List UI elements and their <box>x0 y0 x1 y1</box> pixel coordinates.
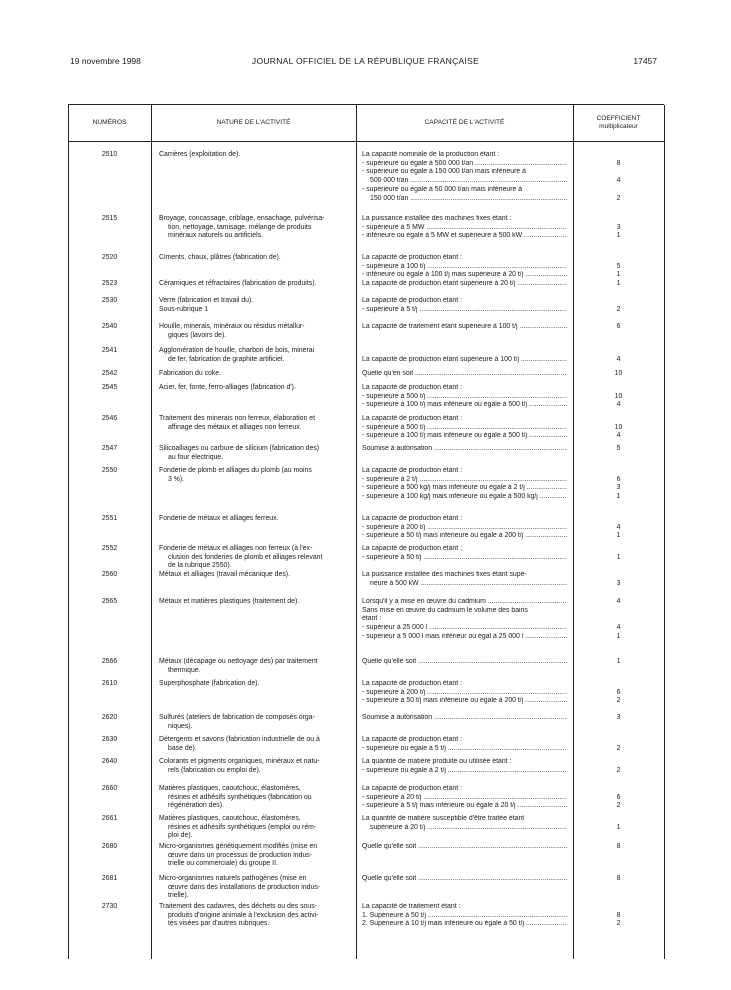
coefficient-value: 4 <box>616 523 621 531</box>
multiplier-coefficient <box>573 467 664 502</box>
capacity-line: La quantité de matière produite ou utilisée étant : <box>362 758 512 765</box>
capacity-line: La capacité de traitement étant : <box>362 903 461 910</box>
nature-line: Carrières (exploitation de). <box>159 151 241 158</box>
coefficient-value <box>573 903 664 912</box>
rubrique-number: 2640 <box>101 758 118 765</box>
nature-line: œuvre dans des installations de production indus- <box>168 883 321 891</box>
nature-line: giques (lavoirs de). <box>168 331 227 339</box>
capacity-line: - supérieure à 100 t/j mais inférieure ou égale à 500 t/j ..... <box>362 401 567 410</box>
nature-line: tion, nettoyage, tamisage, mélange de produits <box>168 223 312 231</box>
rubrique-number: 2520 <box>101 254 118 261</box>
capacity-line: - supérieure à 2 t/j ..... <box>362 476 567 485</box>
nature-line: affinage des métaux et alliages non ferreux. <box>168 423 302 431</box>
coefficient-value: 2 <box>616 766 621 774</box>
capacity-line: - supérieure ou égale à 50 000 t/an mais inférieure à <box>362 185 523 193</box>
activity-capacity <box>362 415 567 441</box>
coefficient-value <box>573 736 664 745</box>
coefficient-value: 8 <box>616 875 621 882</box>
activity-capacity <box>362 297 567 314</box>
rubrique-number: 2550 <box>101 467 118 474</box>
coefficient-value <box>573 815 664 824</box>
nature-line: rels (fabrication ou emploi de). <box>168 766 261 774</box>
nature-line: Silicoalliages ou carbure de silicium (fabrication des) <box>159 445 320 452</box>
coefficient-value: 3 <box>616 223 621 231</box>
activity-nature <box>159 875 346 901</box>
coefficient-value: 3 <box>616 484 621 492</box>
activity-nature <box>159 347 346 364</box>
multiplier-coefficient <box>573 758 664 775</box>
multiplier-coefficient <box>573 254 664 280</box>
rubrique-number: 2552 <box>101 545 118 552</box>
activity-nature <box>159 297 346 314</box>
activity-capacity <box>362 903 567 929</box>
activity-capacity <box>362 875 567 884</box>
activity-nature <box>159 254 346 263</box>
activity-capacity <box>362 680 567 706</box>
activity-capacity <box>362 347 567 364</box>
coefficient-value: 4 <box>616 355 621 363</box>
coefficient-value <box>573 467 664 476</box>
coefficient-value: 6 <box>616 475 621 483</box>
coefficient-value: 5 <box>616 262 621 270</box>
table-header <box>68 105 664 142</box>
capacity-line: - supérieure à 500 t/j ..... <box>362 424 567 433</box>
coefficient-value <box>573 615 664 624</box>
coefficient-value: 1 <box>616 280 621 287</box>
capacity-line: La capacité de production étant : <box>362 415 462 422</box>
capacity-line: Quelle qu'elle soit ..... <box>362 658 567 667</box>
activity-nature <box>159 571 346 580</box>
nature-line: ploi de). <box>168 832 193 840</box>
nature-line: Agglomération de houille, charbon de bois, minerai <box>159 347 315 354</box>
activity-nature <box>159 215 346 241</box>
nature-line: minéraux naturels ou artificiels. <box>168 232 263 240</box>
nature-line: Céramiques et réfractaires (fabrication de produits). <box>159 280 317 287</box>
capacity-line: La puissance installée des machines fixes étant supé- <box>362 571 527 578</box>
multiplier-coefficient <box>573 415 664 441</box>
nature-line: thermique. <box>168 666 201 674</box>
activity-nature <box>159 515 346 524</box>
coefficient-value <box>573 515 664 524</box>
multiplier-coefficient <box>573 598 664 642</box>
multiplier-coefficient <box>573 347 664 364</box>
activity-nature <box>159 545 346 571</box>
capacity-line: - supérieure à 200 t/j ..... <box>362 524 567 533</box>
activity-capacity <box>362 758 567 775</box>
capacity-line: - supérieure à 500 kg/j mais inférieure ou égale à 2 t/j ..... <box>362 484 567 493</box>
rubrique-number: 2547 <box>101 445 118 452</box>
multiplier-coefficient <box>573 384 664 410</box>
coefficient-value: 8 <box>616 843 621 850</box>
nature-line: Ciments, chaux, plâtres (fabrication de). <box>159 254 281 261</box>
activity-nature <box>159 903 346 929</box>
multiplier-coefficient <box>573 280 664 289</box>
coefficient-value <box>573 545 664 554</box>
coefficient-value: 2 <box>616 744 621 752</box>
capacity-line: Soumise à autorisation ..... <box>362 714 567 723</box>
coefficient-value <box>573 254 664 263</box>
coefficient-value <box>573 785 664 794</box>
multiplier-coefficient <box>573 785 664 811</box>
coefficient-value: 1 <box>616 232 621 240</box>
multiplier-coefficient <box>573 714 664 723</box>
coefficient-value: 3 <box>616 579 621 587</box>
activity-capacity <box>362 545 567 562</box>
multiplier-coefficient <box>573 515 664 541</box>
capacity-line: - supérieure ou égale à 2 t/j ..... <box>362 767 567 776</box>
nature-line: base de). <box>168 744 197 752</box>
nature-line: Fabrication du coke. <box>159 370 222 377</box>
rubrique-number: 2630 <box>101 736 118 743</box>
nature-line: Matières plastiques, caoutchouc, élastomères, <box>159 815 301 822</box>
activity-nature <box>159 785 346 811</box>
multiplier-coefficient <box>573 215 664 241</box>
capacity-line: - supérieur à 25 000 l ..... <box>362 624 567 633</box>
nature-line: résines et adhésifs synthétiques (emploi ou rém- <box>168 823 317 831</box>
nature-line: régénération des). <box>168 802 224 810</box>
rubrique-number: 2566 <box>101 658 118 665</box>
activity-nature <box>159 758 346 775</box>
capacity-line: Sans mise en œuvre du cadmium le volume des bains <box>362 606 528 614</box>
capacity-line: - supérieure ou égale à 500 000 t/an ..... <box>362 160 567 169</box>
capacity-line: - supérieure ou égale à 5 t/j ..... <box>362 745 567 754</box>
nature-line: Traitement des minerais non ferreux, élaboration et <box>159 415 316 422</box>
rubrique-number: 2681 <box>101 875 118 882</box>
capacity-line: La capacité de production étant : <box>362 384 462 391</box>
col-header-coefficient: COEFFICIENT multiplicateur <box>596 115 641 130</box>
multiplier-coefficient <box>573 571 664 588</box>
nature-line: Détergents et savons (fabrication industrielle de ou à <box>159 736 320 743</box>
capacity-line: supérieure à 20 t/j ..... <box>362 824 567 833</box>
nature-line: trielle). <box>168 892 189 900</box>
activity-capacity <box>362 658 567 667</box>
coefficient-value: 4 <box>616 432 621 440</box>
capacity-line: étant : <box>362 615 382 623</box>
capacity-line: - supérieure à 100 kg/j mais inférieure ou égale à 500 kg/j ..... <box>362 493 567 502</box>
coefficient-value: 1 <box>616 632 621 640</box>
capacity-line: La capacité de production étant : <box>362 785 462 792</box>
capacity-line: Soumise à autorisation ..... <box>362 445 567 454</box>
multiplier-coefficient <box>573 680 664 706</box>
activity-capacity <box>362 254 567 280</box>
col-header-capacite: CAPACITÉ DE L'ACTIVITÉ <box>424 119 505 126</box>
coefficient-value: 1 <box>616 658 621 665</box>
rubrique-number: 2661 <box>101 815 118 822</box>
rubrique-number: 2545 <box>101 384 118 391</box>
capacity-line: - supérieure à 50 t/j mais inférieure ou égale à 200 t/j ..... <box>362 532 567 541</box>
nature-line: Fonderie de plomb et alliages du plomb (au moins <box>159 467 312 474</box>
capacity-line: - supérieure à 50 t/j mais inférieure ou égale à 200 t/j ..... <box>362 697 567 706</box>
activity-capacity <box>362 598 567 642</box>
activity-capacity <box>362 843 567 852</box>
multiplier-coefficient <box>573 815 664 832</box>
activity-capacity <box>362 370 567 379</box>
coefficient-value: 4 <box>616 177 621 185</box>
activity-capacity <box>362 467 567 502</box>
activity-capacity <box>362 323 567 332</box>
nature-line: Superphosphate (fabrication de). <box>159 680 260 687</box>
coefficient-value <box>573 571 664 580</box>
coefficient-value <box>573 297 664 306</box>
capacity-line: La capacité de production étant : <box>362 297 462 304</box>
nature-line: œuvre dans un processus de production indus- <box>168 851 313 859</box>
capacity-line: Lorsqu'il y a mise en œuvre du cadmium ..... <box>362 598 567 607</box>
rubrique-number: 2551 <box>101 515 118 522</box>
multiplier-coefficient <box>573 875 664 884</box>
activity-nature <box>159 280 346 289</box>
activity-nature <box>159 370 346 379</box>
nature-line: au four électrique. <box>168 453 224 461</box>
multiplier-coefficient <box>573 658 664 667</box>
capacity-line: - supérieure à 100 t/j ..... <box>362 263 567 272</box>
capacity-line: La capacité de production étant : <box>362 680 462 687</box>
coefficient-value: 5 <box>616 445 621 452</box>
activity-capacity <box>362 445 567 454</box>
rubrique-number: 2546 <box>101 415 118 422</box>
nature-line: Traitement des cadavres, des déchets ou des sous- <box>159 903 317 910</box>
nature-line: clusion des fonderies de plomb et alliages relevant <box>168 553 323 561</box>
rubrique-number: 2510 <box>101 151 118 158</box>
activity-table <box>68 104 664 959</box>
multiplier-coefficient <box>573 151 664 203</box>
capacity-line: - inférieure ou égale à 100 t/j mais supérieure à 20 t/j ..... <box>362 271 567 280</box>
rubrique-number: 2530 <box>101 297 118 304</box>
coefficient-value: 6 <box>616 323 621 330</box>
capacity-line <box>362 347 567 356</box>
page-number: 17457 <box>633 56 657 66</box>
nature-line: tés visées par d'autres rubriques. <box>168 920 270 928</box>
activity-nature <box>159 680 346 689</box>
activity-capacity <box>362 280 567 289</box>
coefficient-value: 10 <box>614 370 623 377</box>
activity-nature <box>159 467 346 484</box>
capacity-line: La capacité de production étant : <box>362 736 462 743</box>
coefficient-value: 4 <box>616 624 621 632</box>
capacity-line: La capacité de production étant : <box>362 254 462 261</box>
rubrique-number: 2523 <box>101 280 118 287</box>
coefficient-value: 1 <box>616 271 621 279</box>
coefficient-value: 2 <box>616 305 621 313</box>
capacity-line: Quelle qu'en soit ..... <box>362 370 567 379</box>
coefficient-value: 3 <box>616 714 621 721</box>
coefficient-value: 1 <box>616 493 621 501</box>
rubrique-number: 2542 <box>101 370 118 377</box>
nature-line: Métaux et alliages (travail mécanique des). <box>159 571 290 578</box>
coefficient-value <box>573 186 664 195</box>
nature-line: Métaux et matières plastiques (traitement de). <box>159 598 300 605</box>
coefficient-value <box>573 680 664 689</box>
nature-line: Houille, minerais, minéraux ou résidus métallur- <box>159 323 305 330</box>
multiplier-coefficient <box>573 323 664 332</box>
activity-capacity <box>362 736 567 753</box>
activity-nature <box>159 445 346 462</box>
capacity-line: La quantité de matière susceptible d'être traitée étant <box>362 815 525 822</box>
capacity-line: - supérieure à 5 t/j mais inférieure ou égale à 20 t/j ..... <box>362 802 567 811</box>
nature-line: de la rubrique 2550). <box>168 562 232 570</box>
capacity-line: 2. Supérieure à 10 t/j mais inférieure ou égale à 50 t/j ..... <box>362 920 567 929</box>
coefficient-value: 2 <box>616 697 621 705</box>
activity-nature <box>159 736 346 753</box>
rubrique-number: 2541 <box>101 347 118 354</box>
activity-capacity <box>362 714 567 723</box>
nature-line: Verre (fabrication et travail du). <box>159 297 254 304</box>
capacity-line: La capacité nominale de la production étant : <box>362 151 500 158</box>
capacity-line: - supérieur à 5 000 l mais inférieur ou égal à 25 000 l ..... <box>362 633 567 642</box>
coefficient-value: 10 <box>614 392 623 400</box>
rubrique-number: 2680 <box>101 843 118 850</box>
capacity-line: - supérieure à 200 t/j ..... <box>362 689 567 698</box>
col-header-nature: NATURE DE L'ACTIVITÉ <box>216 119 291 126</box>
rubrique-number: 2660 <box>101 785 118 792</box>
capacity-line: - supérieure à 20 t/j ..... <box>362 794 567 803</box>
activity-nature <box>159 323 346 340</box>
multiplier-coefficient <box>573 736 664 753</box>
nature-line: Micro-organismes naturels pathogènes (mise en <box>159 875 307 882</box>
nature-line: trielle ou commerciale) du groupe II. <box>168 860 278 868</box>
rubrique-number: 2540 <box>101 323 118 330</box>
nature-line: Micro-organismes génétiquement modifiés (mise en <box>159 843 318 850</box>
activity-capacity <box>362 515 567 541</box>
page-date: 19 novembre 1998 <box>70 56 141 66</box>
coefficient-value: 4 <box>616 401 621 409</box>
nature-line: Sous-rubrique 1 <box>159 305 209 313</box>
coefficient-value: 2 <box>616 802 621 810</box>
nature-line: Acier, fer, fonte, ferro-alliages (fabrication d'). <box>159 384 296 391</box>
multiplier-coefficient <box>573 903 664 929</box>
capacity-line: Quelle qu'elle soit ..... <box>362 843 567 852</box>
nature-line: niques). <box>168 722 193 730</box>
activity-nature <box>159 598 346 607</box>
capacity-line: - supérieure à 50 t/j ..... <box>362 554 567 563</box>
nature-line: Fonderie de métaux et alliages non ferreux (à l'ex- <box>159 545 313 552</box>
coefficient-value: 1 <box>616 553 621 561</box>
multiplier-coefficient <box>573 445 664 454</box>
activity-nature <box>159 151 346 160</box>
activity-nature <box>159 384 346 393</box>
coefficient-value: 6 <box>616 793 621 801</box>
multiplier-coefficient <box>573 370 664 379</box>
capacity-line: La capacité de production étant ; <box>362 545 462 552</box>
coefficient-value <box>573 758 664 767</box>
rubrique-number: 2560 <box>101 571 118 578</box>
nature-line: de fer, fabrication de graphite artificiel. <box>168 355 285 363</box>
activity-capacity <box>362 785 567 811</box>
activity-nature <box>159 658 346 675</box>
rubrique-number: 2610 <box>101 680 118 687</box>
capacity-line: rieure à 500 kW ..... <box>362 580 567 589</box>
activity-capacity <box>362 384 567 410</box>
capacity-line: - supérieure à 100 t/j mais inférieure ou égale à 500 t/j ..... <box>362 432 567 441</box>
capacity-line: - supérieure à 5 MW ..... <box>362 224 567 233</box>
capacity-line: 150 000 t/an ..... <box>362 195 567 204</box>
multiplier-coefficient <box>573 545 664 562</box>
coefficient-value: 1 <box>616 532 621 540</box>
activity-nature <box>159 415 346 432</box>
nature-line: résines et adhésifs synthétiques (fabrication ou <box>168 793 312 801</box>
activity-capacity <box>362 151 567 203</box>
coefficient-value <box>573 347 664 356</box>
nature-line: Métaux (décapage ou nettoyage des) par traitement <box>159 658 318 665</box>
nature-line: Broyage, concassage, criblage, ensachage, pulvérisa- <box>159 215 325 222</box>
coefficient-value <box>573 151 664 160</box>
activity-capacity <box>362 815 567 832</box>
rubrique-number: 2565 <box>101 598 118 605</box>
coefficient-value: 8 <box>616 911 621 919</box>
capacity-line: 500 000 t/an ..... <box>362 177 567 186</box>
capacity-line: - inférieure ou égale à 5 MW et supérieure à 500 kW ..... <box>362 232 567 241</box>
nature-line: 3 %). <box>168 475 185 483</box>
coefficient-value <box>573 607 664 616</box>
col-header-numeros: NUMÉROS <box>92 119 127 126</box>
rubrique-number: 2515 <box>101 215 118 222</box>
coefficient-value: 2 <box>616 920 621 928</box>
rubrique-number: 2620 <box>101 714 118 721</box>
capacity-line: - supérieure à 500 t/j ..... <box>362 393 567 402</box>
capacity-line: La capacité de traitement étant supérieure à 100 t/j ..... <box>362 323 567 332</box>
nature-line: Colorants et pigments organiques, minéraux et natu- <box>159 758 320 765</box>
activity-nature <box>159 815 346 841</box>
coefficient-value <box>573 215 664 224</box>
activity-nature <box>159 843 346 869</box>
journal-title: JOURNAL OFFICIEL DE LA RÉPUBLIQUE FRANÇAISE <box>251 56 480 66</box>
coefficient-value <box>573 384 664 393</box>
coefficient-value <box>573 415 664 424</box>
nature-line: Matières plastiques, caoutchouc, élastomères, <box>159 785 301 792</box>
capacity-line: La capacité de production étant supérieure à 100 t/j ..... <box>362 356 567 365</box>
rubrique-number: 2730 <box>101 903 118 910</box>
capacity-line: Quelle qu'elle soit ..... <box>362 875 567 884</box>
nature-line: Fonderie de métaux et alliages ferreux. <box>159 515 279 522</box>
capacity-line: La capacité de production étant : <box>362 467 462 474</box>
capacity-line: - supérieure à 5 t/j ..... <box>362 306 567 315</box>
coefficient-value <box>573 168 664 177</box>
coefficient-value: 4 <box>616 598 621 605</box>
nature-line: Sulfurés (ateliers de fabrication de composés orga- <box>159 714 315 721</box>
coefficient-value: 1 <box>616 823 621 831</box>
capacity-line: - supérieure ou égale à 150 000 t/an mais inférieure à <box>362 168 526 176</box>
coefficient-value: 8 <box>616 159 621 167</box>
capacity-line: La capacité de production étant : <box>362 515 462 522</box>
coefficient-value: 10 <box>614 423 623 431</box>
capacity-line: 1. Supérieure à 50 t/j ..... <box>362 912 567 921</box>
capacity-line: La capacité de production étant supérieure à 20 t/j ..... <box>362 280 567 289</box>
coefficient-value: 6 <box>616 688 621 696</box>
activity-capacity <box>362 571 567 588</box>
nature-line: produits d'origine animale à l'exclusion des activi- <box>168 911 319 919</box>
coefficient-value: 2 <box>616 194 621 202</box>
capacity-line: La puissance installée des machines fixes étant : <box>362 215 512 222</box>
multiplier-coefficient <box>573 843 664 852</box>
activity-nature <box>159 714 346 731</box>
activity-capacity <box>362 215 567 241</box>
multiplier-coefficient <box>573 297 664 314</box>
